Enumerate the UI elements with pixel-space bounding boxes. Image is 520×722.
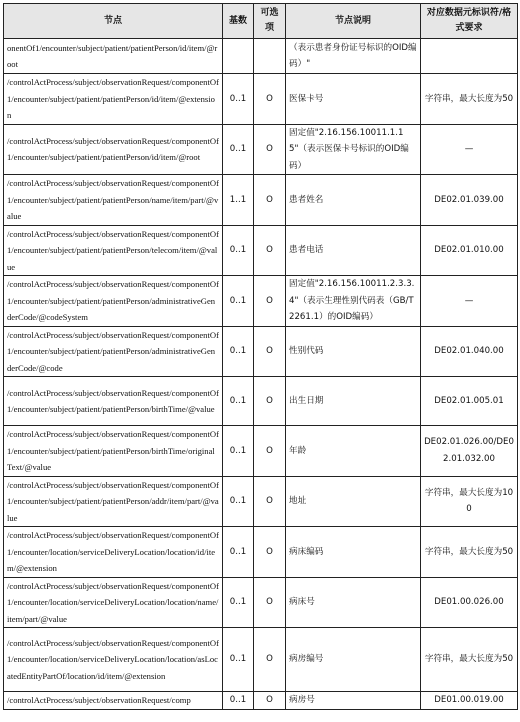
cardinality-cell: 0..1 [223, 124, 254, 175]
spec-table [3, 3, 518, 710]
table-row [4, 276, 518, 327]
format-cell: DE01.00.026.00 [421, 577, 518, 628]
header-node: 节点 [4, 4, 223, 39]
format-cell: 字符串，最大长度为50 [421, 527, 518, 578]
table-row [4, 377, 518, 426]
description-cell: 患者电话 [286, 225, 421, 276]
optional-cell: O [254, 74, 286, 125]
header-optional: 可选项 [254, 4, 286, 39]
cardinality-cell: 0..1 [223, 577, 254, 628]
description-cell: 地址 [286, 476, 421, 527]
table-row [4, 628, 518, 692]
optional-cell: O [254, 476, 286, 527]
cardinality-cell: 0..1 [223, 377, 254, 426]
cardinality-cell [223, 39, 254, 74]
format-cell: 字符串，最大长度为100 [421, 476, 518, 527]
format-cell: DE02.01.005.01 [421, 377, 518, 426]
table-row [4, 476, 518, 527]
format-cell: DE02.01.039.00 [421, 175, 518, 226]
table-row [4, 426, 518, 477]
node-cell: /controlActProcess/subject/observationRequest/componentOf1/encounter/subject/patient/patientPerson/name/item/part/@value [4, 175, 223, 226]
description-cell: 固定值"2.16.156.10011.1.15"（表示医保卡号标识的OID编码） [286, 124, 421, 175]
table-header-row [4, 4, 518, 39]
header-format: 对应数据元标识符/格式要求 [421, 4, 518, 39]
node-cell: /controlActProcess/subject/observationRequest/componentOf1/encounter/location/serviceDeliveryLocation/location/asLocatedEntityPartOf/location/id/item/@extension [4, 628, 223, 692]
node-cell: /controlActProcess/subject/observationRequest/componentOf1/encounter/subject/patient/patientPerson/id/item/@extension [4, 74, 223, 125]
node-cell: onentOf1/encounter/subject/patient/patientPerson/id/item/@root [4, 39, 223, 74]
optional-cell: O [254, 276, 286, 327]
optional-cell: O [254, 377, 286, 426]
table-row [4, 577, 518, 628]
table-row [4, 326, 518, 377]
cardinality-cell: 0..1 [223, 326, 254, 377]
format-cell: DE01.00.019.00 [421, 692, 518, 710]
table-row [4, 124, 518, 175]
table-row [4, 692, 518, 710]
optional-cell: O [254, 326, 286, 377]
node-cell: /controlActProcess/subject/observationRequest/componentOf1/encounter/location/serviceDeliveryLocation/location/id/item/@extension [4, 527, 223, 578]
node-cell: /controlActProcess/subject/observationRequest/componentOf1/encounter/location/serviceDeliveryLocation/location/name/item/part/@value [4, 577, 223, 628]
format-cell: — [421, 124, 518, 175]
table-row [4, 39, 518, 74]
format-cell: DE02.01.040.00 [421, 326, 518, 377]
format-cell: DE02.01.026.00/DE02.01.032.00 [421, 426, 518, 477]
optional-cell: O [254, 426, 286, 477]
cardinality-cell: 0..1 [223, 74, 254, 125]
description-cell: 固定值"2.16.156.10011.2.3.3.4"（表示生理性别代码表（GB/T 2261.1）的OID编码） [286, 276, 421, 327]
cardinality-cell: 0..1 [223, 426, 254, 477]
format-cell: 字符串，最大长度为50 [421, 628, 518, 692]
header-description: 节点说明 [286, 4, 421, 39]
optional-cell: O [254, 692, 286, 710]
table-row [4, 74, 518, 125]
node-cell: /controlActProcess/subject/observationRequest/comp [4, 692, 223, 710]
cardinality-cell: 0..1 [223, 476, 254, 527]
cardinality-cell: 0..1 [223, 628, 254, 692]
format-cell [421, 39, 518, 74]
cardinality-cell: 0..1 [223, 692, 254, 710]
table-row [4, 527, 518, 578]
node-cell: /controlActProcess/subject/observationRequest/componentOf1/encounter/subject/patient/patientPerson/addr/item/part/@value [4, 476, 223, 527]
node-cell: /controlActProcess/subject/observationRequest/componentOf1/encounter/subject/patient/patientPerson/administrativeGenderCode/@code [4, 326, 223, 377]
description-cell: 出生日期 [286, 377, 421, 426]
description-cell: 性别代码 [286, 326, 421, 377]
optional-cell: O [254, 577, 286, 628]
description-cell: （表示患者身份证号标识的OID编码）" [286, 39, 421, 74]
optional-cell: O [254, 124, 286, 175]
cardinality-cell: 0..1 [223, 527, 254, 578]
format-cell: DE02.01.010.00 [421, 225, 518, 276]
node-cell: /controlActProcess/subject/observationRequest/componentOf1/encounter/subject/patient/patientPerson/id/item/@root [4, 124, 223, 175]
header-cardinality: 基数 [223, 4, 254, 39]
optional-cell: O [254, 225, 286, 276]
optional-cell: O [254, 628, 286, 692]
format-cell: 字符串，最大长度为50 [421, 74, 518, 125]
cardinality-cell: 0..1 [223, 225, 254, 276]
cardinality-cell: 1..1 [223, 175, 254, 226]
node-cell: /controlActProcess/subject/observationRequest/componentOf1/encounter/subject/patient/patientPerson/birthTime/originalText/@value [4, 426, 223, 477]
description-cell: 患者姓名 [286, 175, 421, 226]
optional-cell: O [254, 175, 286, 226]
description-cell: 医保卡号 [286, 74, 421, 125]
table-row [4, 175, 518, 226]
optional-cell [254, 39, 286, 74]
cardinality-cell: 0..1 [223, 276, 254, 327]
description-cell: 病床号 [286, 577, 421, 628]
node-cell: /controlActProcess/subject/observationRequest/componentOf1/encounter/subject/patient/patientPerson/birthTime/@value [4, 377, 223, 426]
table-row [4, 225, 518, 276]
node-cell: /controlActProcess/subject/observationRequest/componentOf1/encounter/subject/patient/patientPerson/telecom/item/@value [4, 225, 223, 276]
description-cell: 病床编码 [286, 527, 421, 578]
description-cell: 病房号 [286, 692, 421, 710]
description-cell: 年龄 [286, 426, 421, 477]
optional-cell: O [254, 527, 286, 578]
format-cell: — [421, 276, 518, 327]
node-cell: /controlActProcess/subject/observationRequest/componentOf1/encounter/subject/patient/patientPerson/administrativeGenderCode/@codeSystem [4, 276, 223, 327]
description-cell: 病房编号 [286, 628, 421, 692]
